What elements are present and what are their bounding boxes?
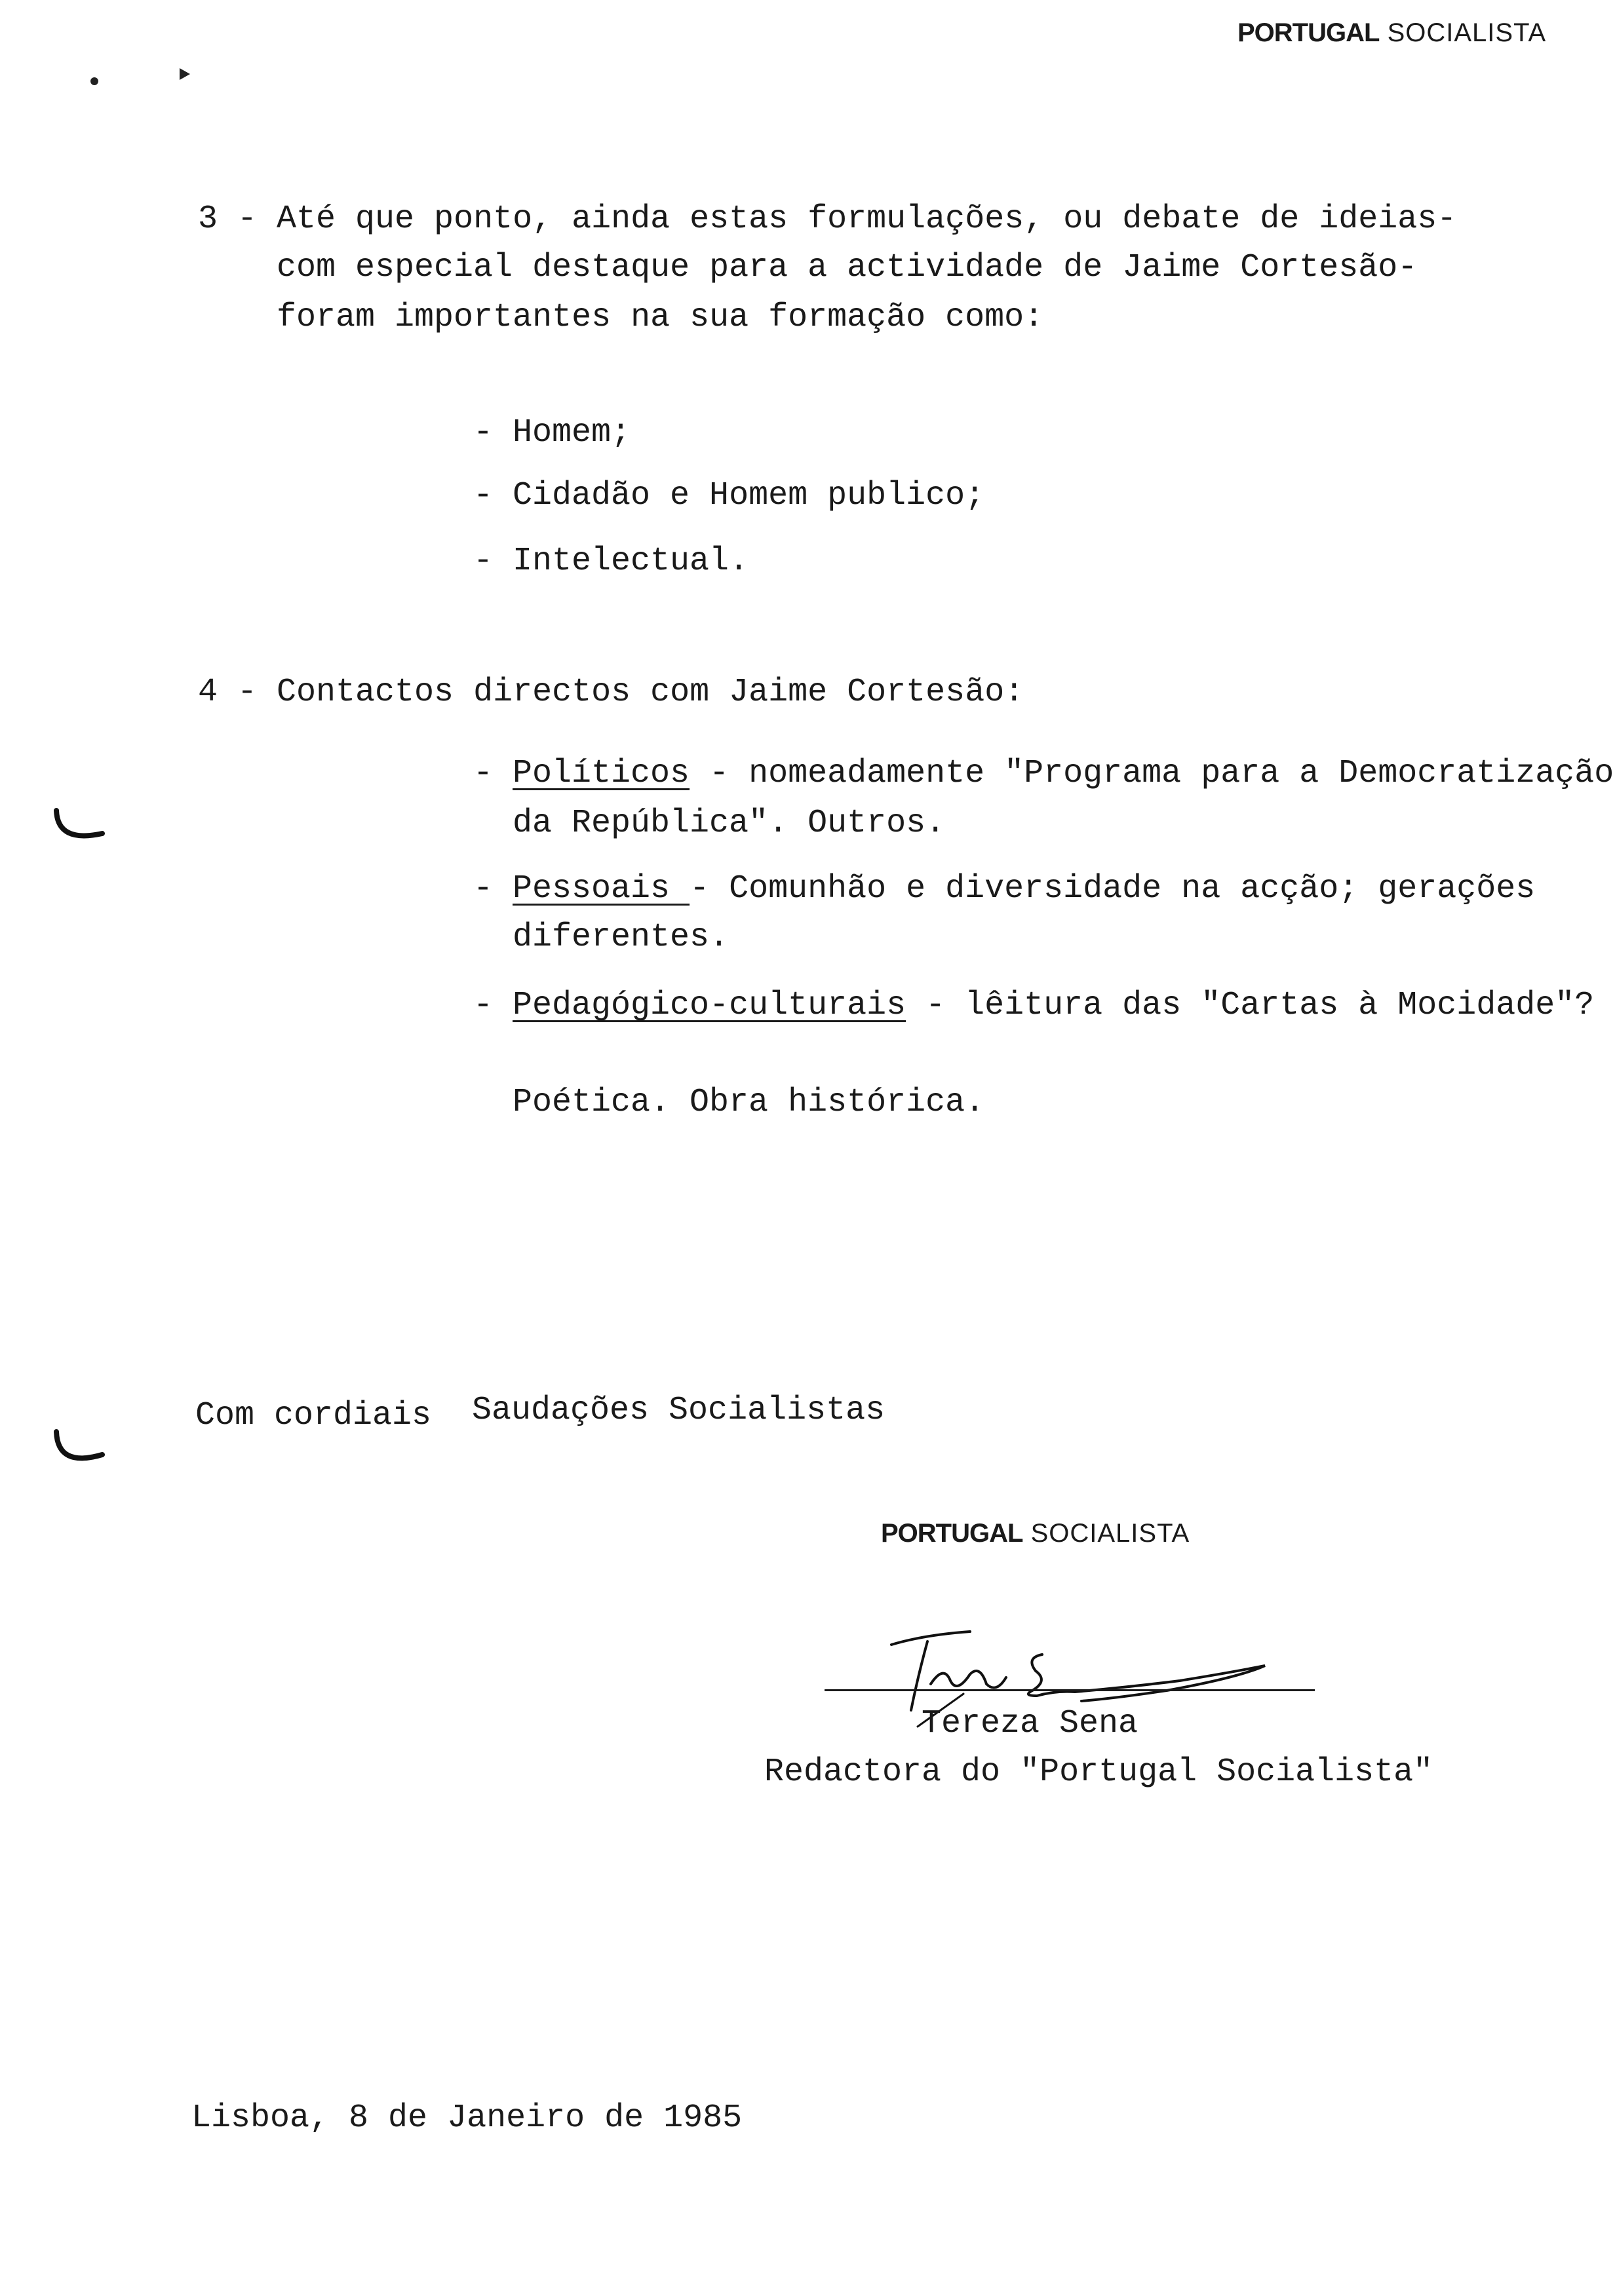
item4-politicos-line2: da República". Outros. bbox=[513, 805, 946, 842]
politicos-text: - nomeadamente "Programa para a Democratização bbox=[690, 755, 1614, 792]
closing-left: Com cordiais bbox=[195, 1397, 432, 1434]
item3-line2: com especial destaque para a actividade de Jaime Cortesão- bbox=[277, 249, 1418, 286]
punch-hole-mark-lower bbox=[50, 1428, 109, 1474]
pedagogico-label: Pedagógico-culturais bbox=[513, 987, 906, 1024]
politicos-dash: - bbox=[473, 755, 513, 792]
ink-dot-mark bbox=[90, 77, 98, 85]
item4-pedagogico-line2: Poética. Obra histórica. bbox=[513, 1084, 985, 1121]
item4-politicos-line1 bbox=[473, 750, 1614, 798]
item4-heading: 4 - Contactos directos com Jaime Cortesão: bbox=[198, 674, 1024, 711]
letter-date: Lisboa, 8 de Janeiro de 1985 bbox=[191, 2099, 743, 2137]
item3-line3: foram importantes na sua formação como: bbox=[277, 299, 1044, 336]
punch-hole-mark-upper bbox=[50, 807, 109, 853]
letterhead-top-rest: SOCIALISTA bbox=[1387, 18, 1547, 47]
item4-pessoais-line1 bbox=[473, 865, 1535, 913]
signature-name: Tereza Sena bbox=[922, 1705, 1138, 1742]
item3-bullet-cidadao: - Cidadão e Homem publico; bbox=[473, 477, 985, 514]
closing-right: Saudações Socialistas bbox=[472, 1392, 885, 1429]
item4-pessoais-line2: diferentes. bbox=[513, 919, 730, 956]
item4-pedagogico-line1 bbox=[473, 982, 1594, 1030]
item3-bullet-homem: - Homem; bbox=[473, 414, 631, 451]
pedagogico-text: - lêitura das "Cartas à Mocidade"? bbox=[906, 987, 1595, 1024]
ink-arrow-mark bbox=[180, 68, 190, 80]
letterhead-stamp-brand: PORTUGAL bbox=[881, 1519, 1023, 1548]
pedagogico-dash: - bbox=[473, 987, 513, 1024]
letterhead-stamp bbox=[881, 1519, 1190, 1548]
letterhead-stamp-rest: SOCIALISTA bbox=[1030, 1519, 1190, 1548]
item3-bullet-intelectual: - Intelectual. bbox=[473, 543, 749, 580]
item3-line1: 3 - Até que ponto, ainda estas formulações, ou debate de ideias- bbox=[198, 201, 1457, 238]
signature-title: Redactora do "Portugal Socialista" bbox=[764, 1753, 1433, 1791]
letterhead-top bbox=[1237, 18, 1546, 48]
letterhead-top-brand: PORTUGAL bbox=[1237, 18, 1380, 47]
politicos-label: Políticos bbox=[513, 755, 690, 792]
pessoais-text: - Comunhão e diversidade na acção; gerações bbox=[690, 870, 1536, 908]
pessoais-label: Pessoais bbox=[513, 870, 690, 908]
pessoais-dash: - bbox=[473, 870, 513, 908]
signature-line bbox=[825, 1689, 1315, 1691]
